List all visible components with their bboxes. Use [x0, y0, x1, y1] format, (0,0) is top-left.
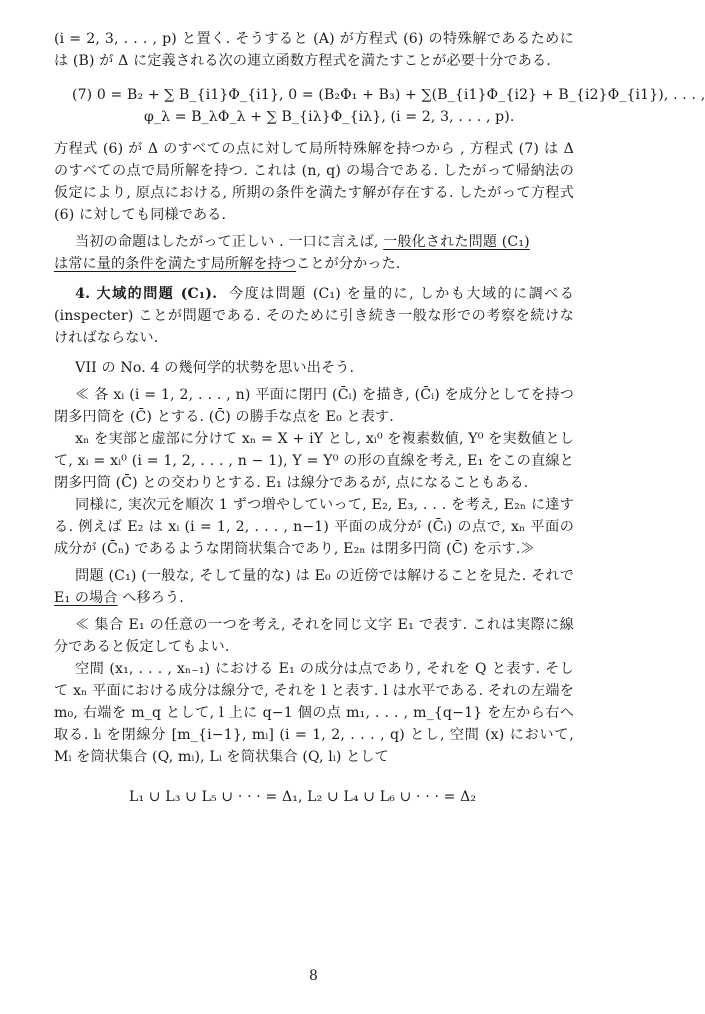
equation-union: L₁ ∪ L₃ ∪ L₅ ∪ · · · = Δ₁, L₂ ∪ L₄ ∪ L₆ ∪ · · · = Δ₂: [129, 789, 477, 805]
conclusion-text-a: 当初の命題はしたがって正しい . 一口に言えば,: [75, 234, 384, 250]
equation-7-line1: (7) 0 = B₂ + ∑ B_{i1}Φ_{i1}, 0 = (B₂Φ₁ + B₃) + ∑(B_{i1}Φ_{i2} + B_{i2}Φ_{i1}), . . . ,: [72, 87, 705, 103]
problem-text-b: へ移ろう.: [117, 590, 184, 606]
section-4-title: 4. 大域的問題 (C₁).: [75, 286, 218, 302]
equation-7-line2: φ_λ = B_λΦ_λ + ∑ B_{iλ}Φ_{iλ}, (i = 2, 3, . . . , p).: [144, 109, 515, 125]
paragraph-local-solution: 方程式 (6) が Δ のすべての点に対して局所特殊解を持つから , 方程式 (7) は Δ のすべての点で局所解を持つ. これは (n, q) の場合である. したがって帰納法の仮定により, 原点における, 所期の条件を満たす解が存在する. したがって方程式 (6) に対しても同様である.: [54, 141, 574, 223]
paragraph-intro: (i = 2, 3, . . . , p) と置く. そうすると (A) が方程式 (6) の特殊解であるためには (B) が Δ に定義される次の連立函数方程式を満たすことが必要十分である.: [54, 31, 574, 69]
section-4-text: 今度は問題 (C₁) を量的に, しかも大域的に調べる (inspecter) ことが問題である. そのために引き続き一般な形での考察を続けなければならない.: [54, 286, 574, 346]
paragraph-set-e1: ≪ 集合 E₁ の任意の一つを考え, それを同じ文字 E₁ で表す. これは実際に線分であると仮定してもよい.: [54, 617, 574, 655]
conclusion-underline-2: は常に量的条件を満たす局所解を持つ: [54, 256, 297, 272]
page-number: 8: [309, 968, 318, 984]
page-body: [54, 28, 705, 808]
paragraph-space-components: 空間 (x₁, . . . , xₙ₋₁) における E₁ の成分は点であり, それを Q と表す. そして xₙ 平面における成分は線分で, それを l と表す. l は水平である. それの左端を m₀, 右端を m_q として, l 上に q−1 個の点 m₁, . . . , m_{q−1} を左から右へ取る. lᵢ を閉線分 [m_{i−1}, mᵢ] (i = 1, 2, . . . , q) とし, 空間 (x) において, Mᵢ を筒状集合 (Q, mᵢ), Lᵢ を筒状集合 (Q, lᵢ) として: [54, 661, 574, 765]
paragraph-each-plane: ≪ 各 xᵢ (i = 1, 2, . . . , n) 平面に閉円 (C̄ᵢ) を描き, (C̄ᵢ) を成分としてを持つ閉多円筒を (C̄) とする. (C̄) の勝手な点を E₀ と表す.: [54, 387, 574, 425]
paragraph-vii-recall: VII の No. 4 の幾何学的状勢を思い出そう.: [75, 360, 355, 376]
problem-text-a: 問題 (C₁) (一般な, そして量的な) は E₀ の近傍では解けることを見た. それで: [75, 568, 574, 584]
paragraph-conclusion: [54, 231, 574, 275]
paragraph-xn-split: xₙ を実部と虚部に分けて xₙ = X + iY とし, xᵢ⁰ を複素数値, Y⁰ を実数値として, xᵢ = xᵢ⁰ (i = 1, 2, . . . , n − 1), Y = Y⁰ の形の直線を考え, E₁ をこの直線と閉多円筒 (C̄) との交わりとする. E₁ は線分であるが, 点になることもある.: [54, 431, 574, 491]
paragraph-similarly: 同様に, 実次元を順次 1 ずつ増やしていって, E₂, E₃, . . . を考え, E₂ₙ に達する. 例えば E₂ は xᵢ (i = 1, 2, . . . , n−1) 平面の成分が (C̄ᵢ) の点で, xₙ 平面の成分が (C̄ₙ) であるような閉筒状集合であり, E₂ₙ は閉多円筒 (C̄) を示す.≫: [54, 497, 574, 557]
problem-underline: E₁ の場合: [54, 590, 118, 606]
conclusion-underline-1: 一般化された問題 (C₁): [383, 234, 530, 250]
paragraph-problem-c1: [54, 565, 574, 609]
section-4-paragraph: [54, 283, 574, 349]
conclusion-text-b: ことが分かった.: [296, 256, 401, 272]
